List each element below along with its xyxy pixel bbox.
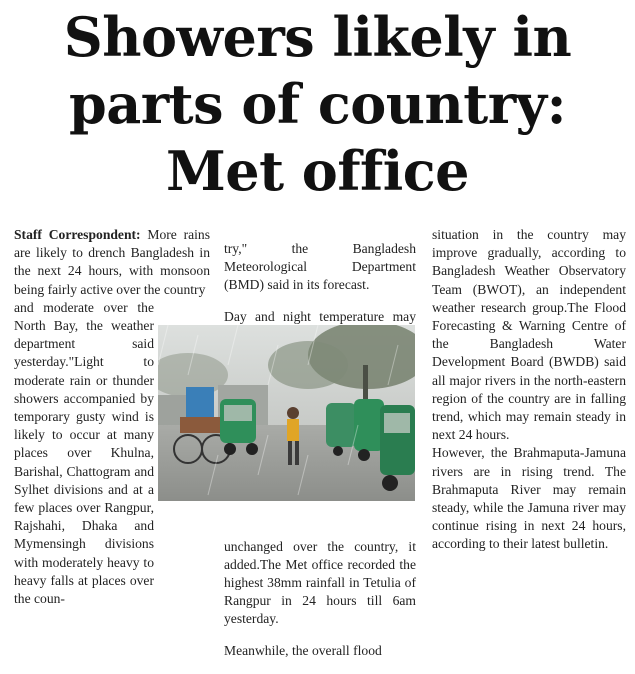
headline-line-3: Met office (165, 139, 470, 203)
article-lead-paragraph (14, 226, 210, 299)
headline-line-2: parts of country: (68, 72, 566, 136)
article-column-3 (432, 226, 626, 554)
article-paragraph: unchanged over the country, it added.The Met office recorded the highest 38mm rainfall in Tetulia of Rangpur in 24 hours till 6am yesterday. (224, 538, 416, 627)
byline: Staff Correspondent: (14, 227, 141, 242)
article-column-2-bottom (224, 524, 416, 674)
lead-text: More rains are likely to drench Bangladesh in the next 24 hours, with monsoon being fairly active over the country (14, 227, 210, 297)
headline (0, 4, 635, 205)
article-paragraph-wrapped: and moderate over the North Bay, the weather department said yesterday."Light to moderate rain or thunder showers accompanied by temporary gusty wind is likely to occur at many places over Khulna, Barishal, Chattogram and Sylhet divisions and at a few places over Rangpur, Rajshahi, Dhaka and Mymensingh divisions with moderately heavy to heavy falls at places over the coun- (14, 299, 154, 607)
headline-line-1: Showers likely in (63, 5, 572, 69)
article-paragraph: Day and night temperature may (224, 308, 416, 324)
article-paragraph: try," the Bangladesh Meteorological Department (BMD) said in its forecast. (224, 240, 416, 292)
news-photo-rain-street (158, 325, 415, 501)
article-paragraph: However, the Brahmaputa-Jamuna rivers are in rising trend. The Brahmaputa River may remain steady, while the Jamuna river may continue rising in next 24 hours, according to their latest bulletin. (432, 445, 626, 552)
article-paragraph: situation in the country may improve gradually, according to Bangladesh Weather Observatory Team (BWOT), an independent weather research group.The Flood Forecasting & Warning Centre of the Bangladesh Water Development Board (BWDB) said all major rivers in the north-eastern region of the country are in falling trend, which may remain steady in next 24 hours. (432, 227, 626, 443)
article-paragraph: Meanwhile, the overall flood (224, 643, 382, 659)
